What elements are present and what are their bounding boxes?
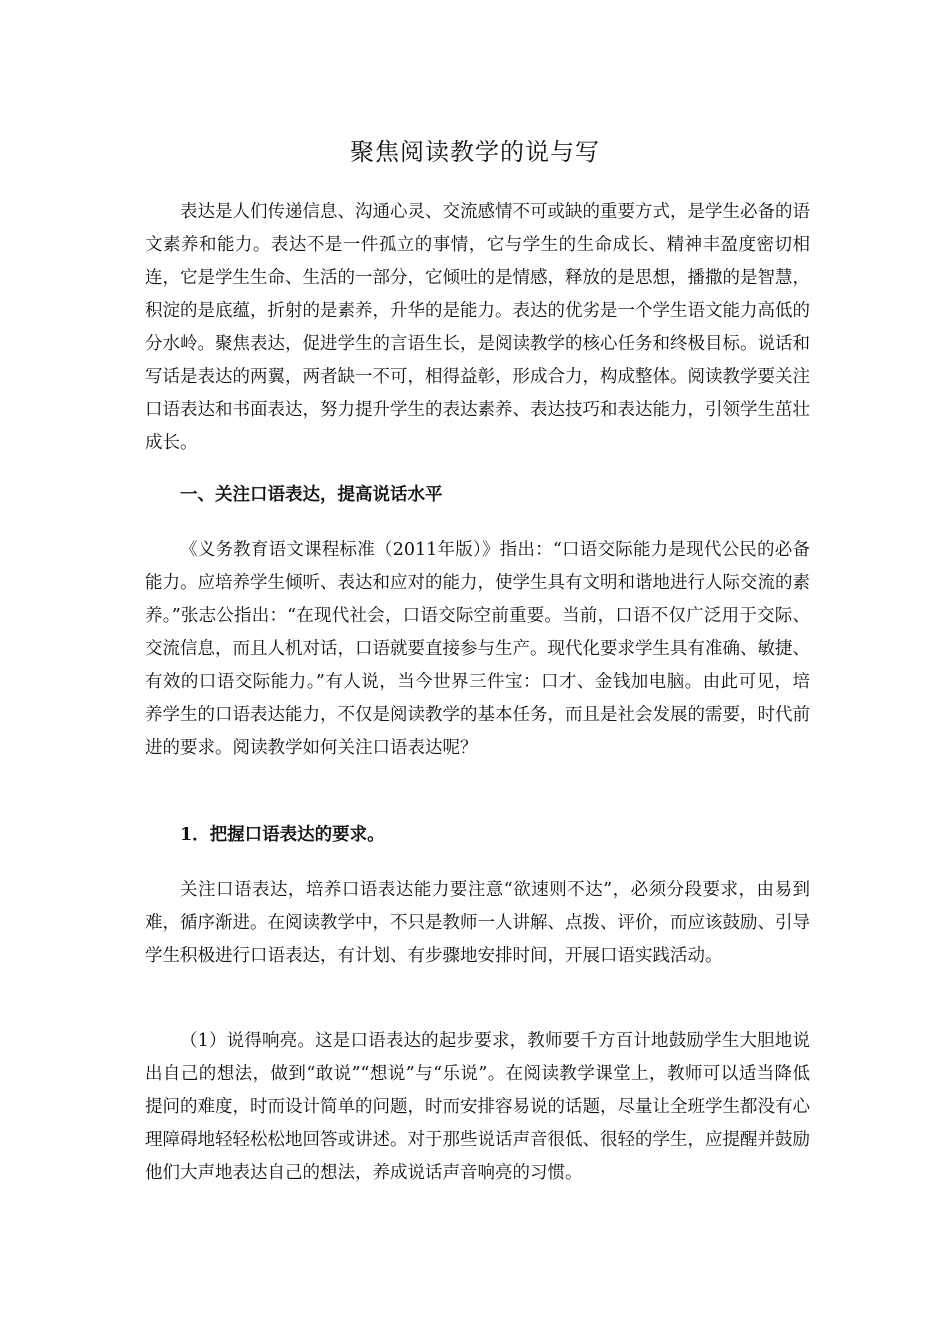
point-paragraph: （1）说得响亮。这是口语表达的起步要求，教师要千方百计地鼓励学生大胆地说出自己的想法，做到“敢说”“想说”与“乐说”。在阅读教学课堂上，教师可以适当降低提问的难度，时而设计简单的问题，时而安排容易说的话题，尽量让全班学生都没有心理障碍地轻轻松松地回答或讲述。对于那些说话声音很低、很轻的学生，应提醒并鼓励他们大声地表达自己的想法，养成说话声音响亮的习惯。 [145, 1031, 810, 1183]
subsection-paragraph: 关注口语表达，培养口语表达能力要注意“欲速则不达”，必须分段要求，由易到难，循序渐进。在阅读教学中，不只是教师一人讲解、点拨、评价，而应该鼓励、引导学生积极进行口语表达，有计划、有步骤地安排时间，开展口语实践活动。 [145, 880, 810, 966]
section-heading: 一、关注口语表达，提高说话水平 [180, 485, 443, 505]
subsection-heading: 1．把握口语表达的要求。 [180, 825, 385, 845]
section-paragraph: 《义务教育语文课程标准（2011年版）》指出：“口语交际能力是现代公民的必备能力。应培养学生倾听、表达和应对的能力，使学生具有文明和谐地进行人际交流的素养。”张志公指出：“在现代社会，口语交际空前重要。当前，口语不仅广泛用于交际、交流信息，而且人机对话，口语就要直接参与生产。现代化要求学生具有准确、敏捷、有效的口语交际能力。”有人说，当今世界三件宝：口才、金钱加电脑。由此可见，培养学生的口语表达能力，不仅是阅读教学的基本任务，而且是社会发展的需要，时代前进的要求。阅读教学如何关注口语表达呢？ [145, 540, 810, 758]
document-title: 聚焦阅读教学的说与写 [350, 138, 600, 166]
intro-paragraph: 表达是人们传递信息、沟通心灵、交流感情不可或缺的重要方式，是学生必备的语文素养和能力。表达不是一件孤立的事情，它与学生的生命成长、精神丰盈度密切相连，它是学生生命、生活的一部分，它倾吐的是情感，释放的是思想，播撒的是智慧，积淀的是底蕴，折射的是素养，升华的是能力。表达的优劣是一个学生语文能力高低的分水岭。聚焦表达，促进学生的言语生长，是阅读教学的核心任务和终极目标。说话和写话是表达的两翼，两者缺一不可，相得益彰，形成合力，构成整体。阅读教学要关注口语表达和书面表达，努力提升学生的表达素养、表达技巧和表达能力，引领学生茁壮成长。 [145, 202, 810, 453]
